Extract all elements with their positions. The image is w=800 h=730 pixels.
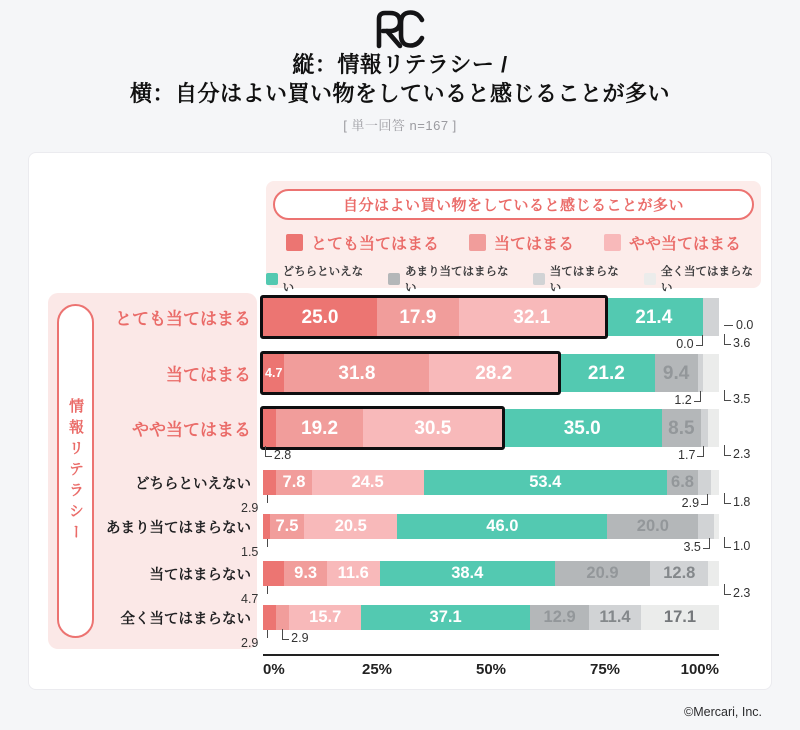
legend-label: 当てはまる: [493, 236, 574, 253]
callout-value: 2.9: [282, 629, 308, 640]
chart-row: [29, 605, 719, 650]
title-line-2: 横：自分はよい買い物をしていると感じることが多い: [129, 81, 670, 107]
segment-value-label: 53.4: [529, 473, 562, 492]
page-title: [0, 50, 800, 108]
x-axis: [263, 654, 719, 678]
legend: [266, 181, 761, 294]
x-tick-label: 25%: [361, 661, 393, 678]
callout-value: 2.9: [682, 494, 708, 505]
legend-item: [266, 263, 371, 295]
legend-item: [388, 263, 516, 295]
segment-value-label: 24.5: [351, 473, 384, 492]
legend-item: [604, 231, 741, 254]
legend-label: どちらといえない: [282, 266, 364, 294]
bar-wrap: [241, 470, 751, 515]
row-label: あまり当てはまらない: [106, 520, 251, 536]
callout-value: 0.0: [724, 319, 753, 332]
bar-segment: [263, 470, 276, 495]
bar-segment: [327, 561, 380, 586]
bar-segment: [263, 354, 284, 392]
callout-value: 1.8: [724, 493, 750, 504]
legend-item: [469, 231, 574, 254]
segment-value-label: 38.4: [451, 564, 484, 583]
segment-value-label: 20.9: [586, 564, 619, 583]
bar-segment: [714, 514, 719, 539]
legend-swatch: [533, 273, 545, 285]
callout-tick: [267, 495, 268, 503]
stacked-bar: [263, 514, 719, 539]
bar-segment: [667, 470, 698, 495]
legend-item: [533, 263, 627, 295]
bar-segment: [424, 470, 668, 495]
bar-wrap: [263, 298, 754, 351]
callout-value: 4.7: [241, 592, 259, 606]
bar-segment: [530, 605, 589, 630]
title-line-1: 縦：情報リテラシー /: [292, 52, 508, 77]
bar-wrap: [241, 605, 719, 650]
bar-segment: [555, 561, 650, 586]
y-axis-label: 情報リテラシー: [57, 304, 94, 638]
callout-value: 2.8: [265, 446, 291, 457]
chart-row: [29, 470, 751, 515]
segment-value-label: 19.2: [301, 417, 339, 439]
legend-title: 自分はよい買い物をしていると感じることが多い: [273, 189, 754, 220]
row-label: 当てはまる: [166, 365, 251, 385]
legend-swatch: [266, 273, 278, 285]
segment-value-label: 17.9: [399, 306, 437, 328]
segment-value-label: 7.5: [275, 517, 299, 536]
segment-value-label: 25.0: [301, 306, 339, 328]
legend-label: 全く当てはまらない: [661, 266, 754, 294]
x-tick-label: 50%: [475, 661, 507, 678]
callout-value: 2.3: [724, 445, 750, 456]
segment-value-label: 11.6: [337, 564, 369, 583]
bar-segment: [263, 409, 276, 447]
callout-value: 1.5: [241, 545, 259, 559]
bar-segment: [607, 514, 698, 539]
segment-value-label: 21.4: [635, 306, 673, 328]
bar-segment: [363, 409, 502, 447]
legend-swatch: [644, 273, 656, 285]
bar-segment: [589, 605, 641, 630]
stacked-bar: [263, 354, 719, 392]
callout-value: 3.6: [724, 334, 750, 345]
bar-segment: [698, 514, 714, 539]
callout-value: 0.0: [676, 335, 702, 346]
footer: [0, 690, 800, 719]
legend-secondary-row: [266, 263, 761, 295]
bar-segment: [708, 409, 718, 447]
header: [0, 0, 800, 152]
segment-value-label: 12.9: [543, 608, 576, 627]
callout-value: 2.9: [241, 636, 259, 650]
bar-wrap: [263, 409, 751, 462]
bar-segment: [703, 298, 719, 336]
segment-value-label: 32.1: [513, 306, 551, 328]
legend-swatch: [286, 234, 303, 251]
bar-segment: [662, 409, 701, 447]
segment-value-label: 46.0: [486, 517, 519, 536]
legend-label: あまり当てはまらない: [405, 266, 509, 294]
bar-segment: [711, 470, 719, 495]
chart-row: [29, 409, 751, 462]
x-tick-label: 0%: [263, 661, 285, 678]
segment-value-label: 7.8: [282, 473, 306, 492]
callout-value: 2.9: [241, 501, 259, 515]
legend-item: [644, 263, 761, 295]
legend-swatch: [469, 234, 486, 251]
stacked-bar: [263, 298, 719, 336]
bar-wrap: [263, 354, 751, 407]
sample-note: [ 単一回答 n=167 ]: [343, 118, 457, 134]
row-label: 全く当てはまらない: [120, 611, 251, 627]
callout-tick: [267, 630, 268, 638]
bar-segment: [263, 298, 377, 336]
bar-segment: [703, 354, 719, 392]
bar-segment: [708, 561, 718, 586]
bar-segment: [429, 354, 558, 392]
segment-value-label: 15.7: [309, 608, 342, 627]
bar-segment: [263, 514, 270, 539]
chart-card: [28, 152, 772, 690]
stacked-bar: [263, 605, 719, 630]
stacked-bar: [263, 470, 719, 495]
row-label: どちらといえない: [135, 476, 251, 492]
bar-segment: [380, 561, 555, 586]
segment-value-label: 21.2: [587, 362, 625, 384]
segment-value-label: 4.7: [265, 365, 283, 380]
segment-value-label: 17.1: [663, 608, 697, 627]
callout-value: 1.2: [674, 391, 700, 402]
bar-segment: [361, 605, 530, 630]
segment-value-label: 28.2: [475, 362, 513, 384]
chart-row: [29, 354, 751, 407]
bar-segment: [698, 470, 711, 495]
bar-segment: [641, 605, 719, 630]
callout-value: 1.7: [678, 446, 704, 457]
legend-primary-row: [266, 231, 761, 254]
segment-value-label: 9.3: [294, 564, 318, 583]
bar-segment: [276, 409, 364, 447]
bar-wrap: [241, 514, 751, 559]
legend-label: とても当てはまる: [310, 236, 439, 253]
x-tick-label: 75%: [589, 661, 621, 678]
bar-segment: [655, 354, 698, 392]
segment-value-label: 31.8: [338, 362, 376, 384]
segment-value-label: 35.0: [563, 417, 601, 439]
segment-value-label: 30.5: [414, 417, 452, 439]
row-label: やや当てはまる: [132, 420, 251, 440]
copyright-text: ©Mercari, Inc.: [684, 705, 762, 719]
stacked-bar: [263, 561, 719, 586]
legend-label: やや当てはまる: [629, 236, 742, 253]
bar-segment: [284, 354, 429, 392]
callout-value: 3.5: [684, 538, 710, 549]
bar-segment: [312, 470, 424, 495]
legend-label: 当てはまらない: [549, 266, 619, 294]
segment-value-label: 6.8: [671, 473, 694, 492]
segment-value-label: 11.4: [599, 608, 631, 627]
segment-value-label: 8.5: [668, 417, 695, 439]
row-label: とても当てはまる: [115, 309, 251, 329]
bar-segment: [502, 409, 662, 447]
bar-wrap: [241, 561, 751, 606]
callout-tick: [267, 586, 268, 594]
bar-segment: [650, 561, 708, 586]
bar-segment: [304, 514, 397, 539]
bar-segment: [377, 298, 459, 336]
callout-value: 1.0: [724, 537, 750, 548]
chart-row: [29, 561, 751, 606]
row-label: 当てはまらない: [149, 567, 251, 583]
x-tick-label: 100%: [680, 661, 719, 678]
segment-value-label: 20.0: [636, 517, 669, 536]
bar-segment: [558, 354, 655, 392]
bar-segment: [701, 409, 709, 447]
callout-value: 2.3: [724, 584, 750, 595]
bar-segment: [276, 470, 312, 495]
bar-segment: [276, 605, 289, 630]
rc-logo: [0, 0, 800, 50]
stacked-bar: [263, 409, 719, 447]
legend-item: [286, 231, 439, 254]
bar-segment: [397, 514, 607, 539]
callout-value: 3.5: [724, 390, 750, 401]
callout-tick: [267, 539, 268, 547]
segment-value-label: 12.8: [663, 564, 696, 583]
segment-value-label: 20.5: [334, 517, 367, 536]
bar-segment: [459, 298, 605, 336]
bar-segment: [270, 514, 304, 539]
segment-value-label: 37.1: [429, 608, 462, 627]
bar-segment: [263, 605, 276, 630]
chart-row: [29, 514, 751, 559]
bar-segment: [284, 561, 326, 586]
segment-value-label: 9.4: [662, 362, 690, 384]
chart-row: [29, 298, 754, 351]
bar-segment: [263, 561, 284, 586]
bar-segment: [605, 298, 703, 336]
legend-swatch: [604, 234, 621, 251]
bar-segment: [289, 605, 361, 630]
legend-swatch: [388, 273, 400, 285]
